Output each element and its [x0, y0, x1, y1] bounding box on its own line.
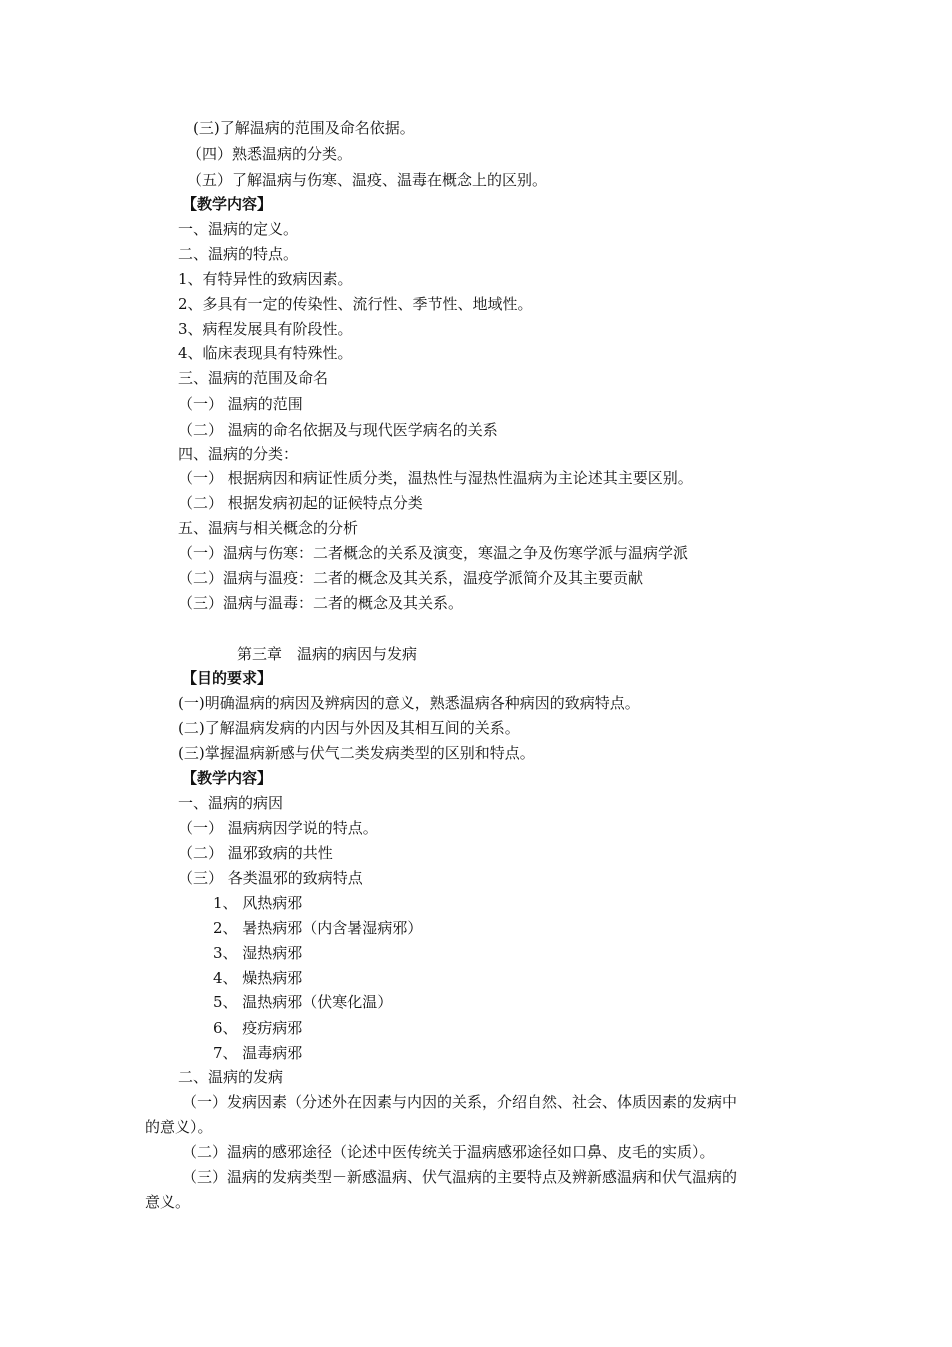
- goal-line-4: （四）熟悉温病的分类。: [187, 145, 353, 163]
- goal-line-3: (三)了解温病的范围及命名依据。: [193, 119, 415, 137]
- content-line: （二）温病与温疫：二者的概念及其关系，温疫学派简介及其主要贡献: [178, 569, 644, 587]
- content-line: （三） 各类温邪的致病特点: [178, 869, 363, 887]
- content-line: （二） 根据发病初起的证候特点分类: [178, 494, 423, 512]
- list-item: 2、 暑热病邪（内含暑湿病邪）: [213, 919, 423, 937]
- content-line: （一） 温病的范围: [178, 395, 303, 413]
- goal-line-5: （五）了解温病与伤寒、温疫、温毒在概念上的区别。: [187, 171, 548, 189]
- paragraph-line: （三）温病的发病类型－新感温病、伏气温病的主要特点及辨新感温病和伏气温病的: [182, 1168, 738, 1186]
- list-item: 4、 燥热病邪: [213, 969, 303, 987]
- objective-line: (一)明确温病的病因及辨病因的意义，熟悉温病各种病因的致病特点。: [178, 694, 640, 712]
- list-item: 6、 疫疠病邪: [213, 1019, 303, 1037]
- objective-line: (三)掌握温病新感与伏气二类发病类型的区别和特点。: [178, 744, 535, 762]
- paragraph-line: （一）发病因素（分述外在因素与内因的关系，介绍自然、社会、体质因素的发病中: [182, 1093, 738, 1111]
- content-line: 四、温病的分类：: [178, 445, 299, 463]
- paragraph-line: 意义。: [145, 1193, 191, 1211]
- content-line: 一、温病的定义。: [178, 220, 299, 238]
- content-line: 1、有特异性的致病因素。: [178, 270, 353, 288]
- content-line: （一） 根据病因和病证性质分类，温热性与湿热性温病为主论述其主要区别。: [178, 469, 693, 487]
- content-line: 五、温病与相关概念的分析: [178, 519, 359, 537]
- objective-line: (二)了解温病发病的内因与外因及其相互间的关系。: [178, 719, 520, 737]
- content-line: 二、温病的发病: [178, 1068, 284, 1086]
- content-line: （二） 温邪致病的共性: [178, 844, 333, 862]
- content-line: 二、温病的特点。: [178, 245, 299, 263]
- content-line: （一）温病与伤寒：二者概念的关系及演变，寒温之争及伤寒学派与温病学派: [178, 544, 689, 562]
- chapter-title: 第三章 温病的病因与发病: [237, 645, 418, 663]
- content-line: 2、多具有一定的传染性、流行性、季节性、地域性。: [178, 295, 533, 313]
- section-heading-teaching-content: 【教学内容】: [182, 195, 273, 213]
- list-item: 5、 温热病邪（伏寒化温）: [213, 993, 393, 1011]
- content-line: （一） 温病病因学说的特点。: [178, 819, 378, 837]
- section-heading-teaching-content: 【教学内容】: [182, 769, 273, 787]
- paragraph-line: 的意义）。: [145, 1118, 213, 1136]
- content-line: （三）温病与温毒：二者的概念及其关系。: [178, 594, 464, 612]
- list-item: 7、 温毒病邪: [213, 1044, 303, 1062]
- list-item: 3、 湿热病邪: [213, 944, 303, 962]
- content-line: 3、病程发展具有阶段性。: [178, 320, 353, 338]
- content-line: （二） 温病的命名依据及与现代医学病名的关系: [178, 421, 498, 439]
- list-item: 1、 风热病邪: [213, 894, 303, 912]
- content-line: 一、温病的病因: [178, 794, 284, 812]
- paragraph-line: （二）温病的感邪途径（论述中医传统关于温病感邪途径如口鼻、皮毛的实质）。: [182, 1143, 715, 1161]
- section-heading-objectives: 【目的要求】: [182, 669, 273, 687]
- content-line: 4、临床表现具有特殊性。: [178, 344, 353, 362]
- content-line: 三、温病的范围及命名: [178, 369, 329, 387]
